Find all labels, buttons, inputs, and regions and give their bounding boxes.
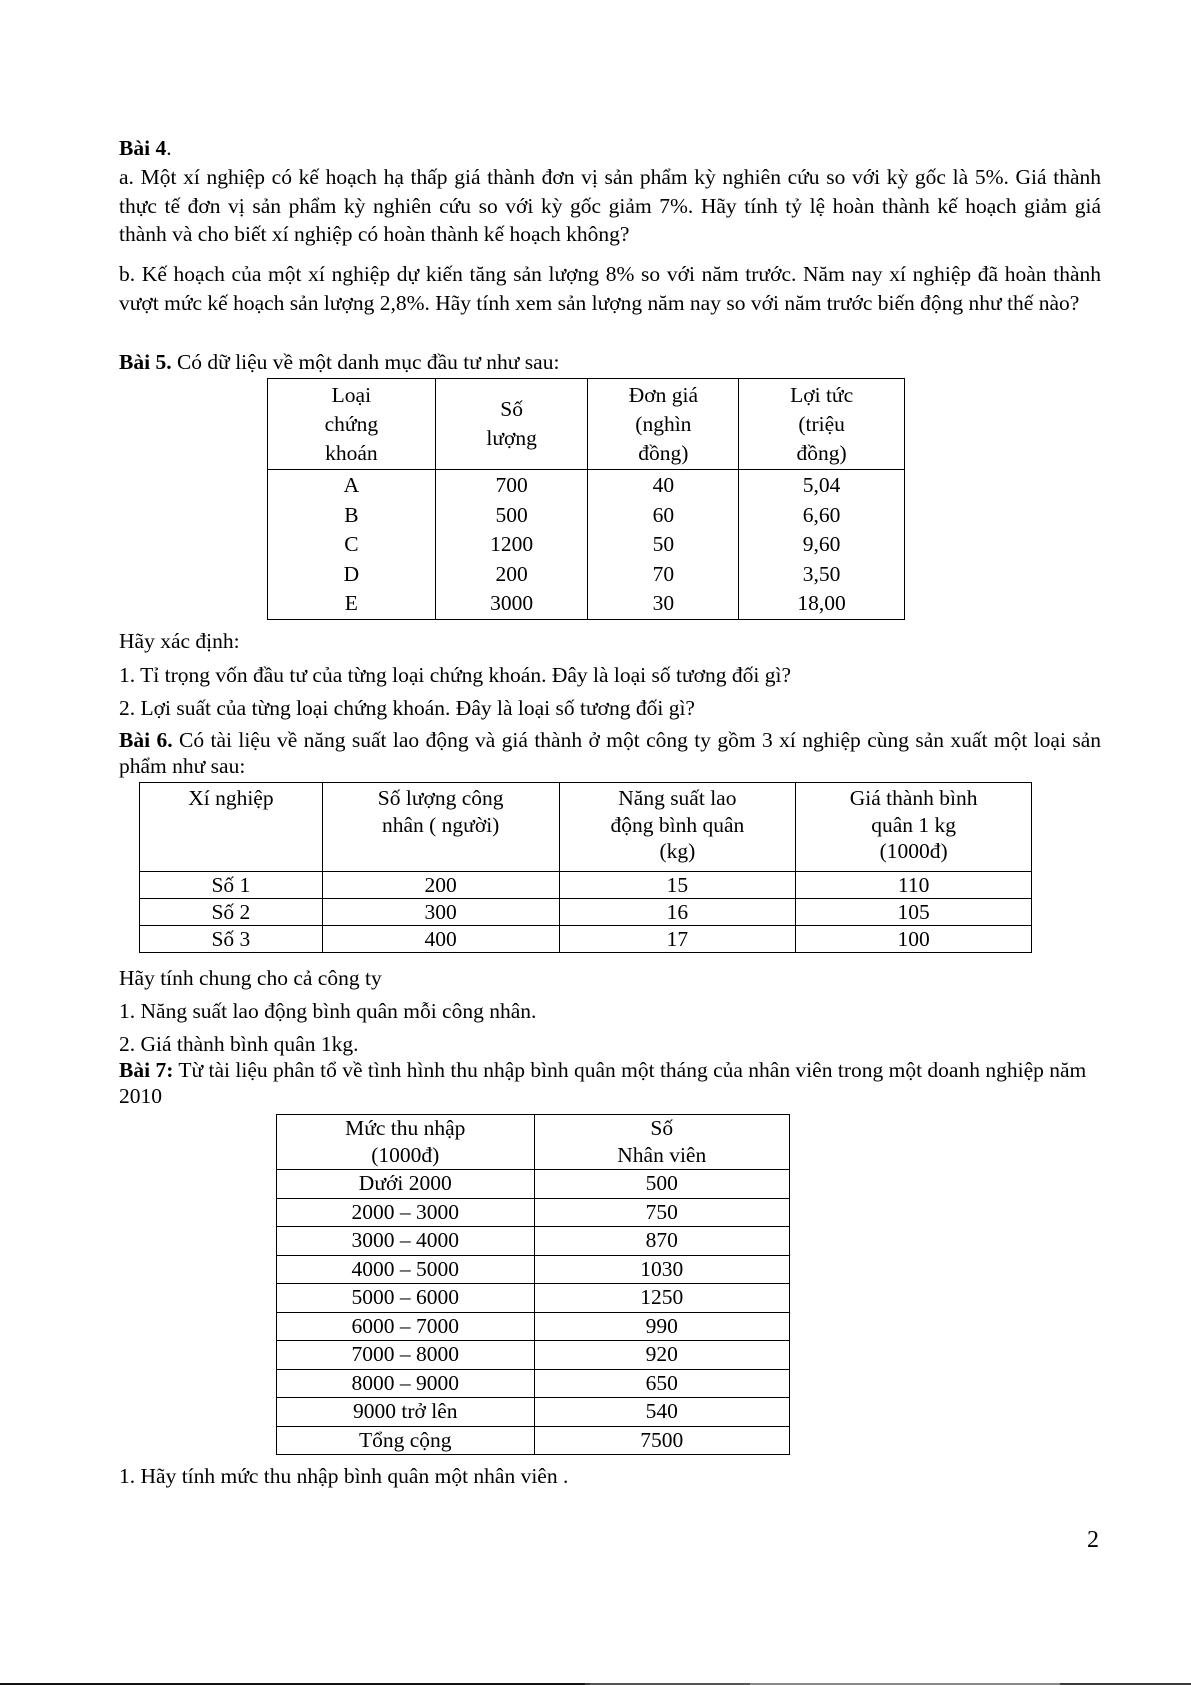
table-row [140, 872, 1032, 899]
table-row [140, 899, 1032, 926]
bai6-question-2: 2. Giá thành bình quân 1kg. [119, 1032, 359, 1056]
table-cell: 60 [588, 501, 739, 531]
table-cell: 110 [796, 872, 1032, 899]
table-cell: 200 [322, 872, 559, 899]
bai7-income-table [276, 1114, 790, 1455]
header-cell: Số lượng công nhân ( người) [322, 783, 559, 872]
header-cell: Mức thu nhập (1000đ) [277, 1115, 535, 1170]
table-cell: 4000 – 5000 [277, 1255, 535, 1284]
table-cell: D [268, 560, 436, 590]
table-row [277, 1341, 790, 1370]
bai6-title: Bài 6. [119, 728, 173, 752]
table-cell: 7500 [534, 1426, 789, 1455]
table-cell: 5,04 [739, 470, 905, 501]
bai6-intro: Có tài liệu về năng suất lao động và giá thành ở một công ty gồm 3 xí nghiệp cùng sản xuất một loại sản phẩm như sau: [119, 728, 1101, 778]
table-row [277, 1227, 790, 1256]
table-cell: 30 [588, 589, 739, 619]
bai7-heading [119, 1057, 1101, 1109]
bai5-investment-table [267, 378, 905, 620]
table-row [268, 470, 905, 501]
table-cell: 990 [534, 1312, 789, 1341]
table-cell: 18,00 [739, 589, 905, 619]
table-row [140, 926, 1032, 953]
table-cell: 70 [588, 560, 739, 590]
table-cell: 15 [559, 872, 796, 899]
bai6-prompt: Hãy tính chung cho cả công ty [119, 966, 382, 990]
bai5-question-2: 2. Lợi suất của từng loại chứng khoán. Đây là loại số tương đối gì? [119, 696, 695, 720]
table-cell: 2000 – 3000 [277, 1198, 535, 1227]
table-cell: Số 1 [140, 872, 323, 899]
header-cell: Số lượng [435, 379, 588, 470]
table-cell: 100 [796, 926, 1032, 953]
bai7-question-1: 1. Hãy tính mức thu nhập bình quân một nhân viên . [119, 1464, 569, 1488]
table-row [268, 501, 905, 531]
header-cell: Lợi tức (triệu đồng) [739, 379, 905, 470]
table-cell: 750 [534, 1198, 789, 1227]
table-cell: 400 [322, 926, 559, 953]
bai7-title: Bài 7: [119, 1058, 174, 1082]
bai6-heading [119, 727, 1101, 779]
table-row [277, 1369, 790, 1398]
table-row-total [277, 1426, 790, 1455]
table-cell: Số 2 [140, 899, 323, 926]
table-row [277, 1170, 790, 1199]
table-cell: 3,50 [739, 560, 905, 590]
bai5-intro: Có dữ liệu về một danh mục đầu tư như sau: [171, 350, 560, 374]
table-cell: 200 [435, 560, 588, 590]
table-cell: Dưới 2000 [277, 1170, 535, 1199]
bai5-prompt: Hãy xác định: [119, 629, 240, 653]
table-cell: 1250 [534, 1284, 789, 1313]
table-header-row [268, 379, 905, 470]
header-cell: Năng suất lao động bình quân (kg) [559, 783, 796, 872]
table-row [268, 589, 905, 619]
table-cell: 500 [534, 1170, 789, 1199]
table-cell: Số 3 [140, 926, 323, 953]
header-cell: Giá thành bình quân 1 kg (1000đ) [796, 783, 1032, 872]
table-cell: 3000 – 4000 [277, 1227, 535, 1256]
bai4-title: Bài 4 [119, 136, 167, 160]
table-cell: 500 [435, 501, 588, 531]
table-cell: 40 [588, 470, 739, 501]
table-header-row [277, 1115, 790, 1170]
table-cell: 3000 [435, 589, 588, 619]
table-row [277, 1312, 790, 1341]
table-cell: 540 [534, 1398, 789, 1427]
bai6-question-1: 1. Năng suất lao động bình quân mỗi công nhân. [119, 999, 537, 1023]
table-row [268, 530, 905, 560]
page-number: 2 [1087, 1527, 1099, 1553]
table-row [277, 1255, 790, 1284]
table-cell: 9,60 [739, 530, 905, 560]
table-header-row [140, 783, 1032, 872]
header-cell: Đơn giá (nghìn đồng) [588, 379, 739, 470]
bai6-productivity-table [139, 782, 1032, 953]
table-cell: 50 [588, 530, 739, 560]
table-cell: A [268, 470, 436, 501]
table-cell: 6000 – 7000 [277, 1312, 535, 1341]
table-cell: 870 [534, 1227, 789, 1256]
table-cell: 8000 – 9000 [277, 1369, 535, 1398]
table-cell: 700 [435, 470, 588, 501]
table-cell: 5000 – 6000 [277, 1284, 535, 1313]
table-cell: 7000 – 8000 [277, 1341, 535, 1370]
table-cell: 6,60 [739, 501, 905, 531]
table-cell: 17 [559, 926, 796, 953]
bai5-question-1: 1. Tỉ trọng vốn đầu tư của từng loại chứng khoán. Đây là loại số tương đối gì? [119, 663, 792, 687]
table-cell: E [268, 589, 436, 619]
bai4-part-b: b. Kế hoạch của một xí nghiệp dự kiến tăng sản lượng 8% so với năm trước. Năm nay xí nghiệp đã hoàn thành vượt mức kế hoạch sản lượng 2,8%. Hãy tính xem sản lượng năm nay so với năm trước biến động như thế nào? [119, 262, 1101, 315]
table-row [268, 560, 905, 590]
table-cell: 105 [796, 899, 1032, 926]
header-cell: Số Nhân viên [534, 1115, 789, 1170]
table-cell: Tổng cộng [277, 1426, 535, 1455]
header-cell: Loại chứng khoán [268, 379, 436, 470]
header-cell: Xí nghiệp [140, 783, 323, 872]
table-cell: 650 [534, 1369, 789, 1398]
bai4-title-suffix: . [166, 136, 172, 160]
table-cell: 300 [322, 899, 559, 926]
bai5-heading [119, 348, 1101, 377]
table-row [277, 1398, 790, 1427]
table-cell: 1200 [435, 530, 588, 560]
table-row [277, 1284, 790, 1313]
table-cell: C [268, 530, 436, 560]
table-cell: 16 [559, 899, 796, 926]
table-row [277, 1198, 790, 1227]
bai7-intro: Từ tài liệu phân tổ về tình hình thu nhập bình quân một tháng của nhân viên trong một doanh nghiệp năm 2010 [119, 1058, 1087, 1108]
table-cell: 920 [534, 1341, 789, 1370]
bai4-heading [119, 134, 1101, 163]
table-cell: B [268, 501, 436, 531]
bai5-title: Bài 5. [119, 350, 172, 374]
table-cell: 1030 [534, 1255, 789, 1284]
bai4-part-a: a. Một xí nghiệp có kế hoạch hạ thấp giá thành đơn vị sản phẩm kỳ nghiên cứu so với kỳ gốc là 5%. Giá thành thực tế đơn vị sản phẩm kỳ nghiên cứu so với kỳ gốc giảm 7%. Hãy tính tỷ lệ hoàn thành kế hoạch giảm giá thành và cho biết xí nghiệp có hoàn thành kế hoạch không? [119, 165, 1101, 246]
table-cell: 9000 trở lên [277, 1398, 535, 1427]
